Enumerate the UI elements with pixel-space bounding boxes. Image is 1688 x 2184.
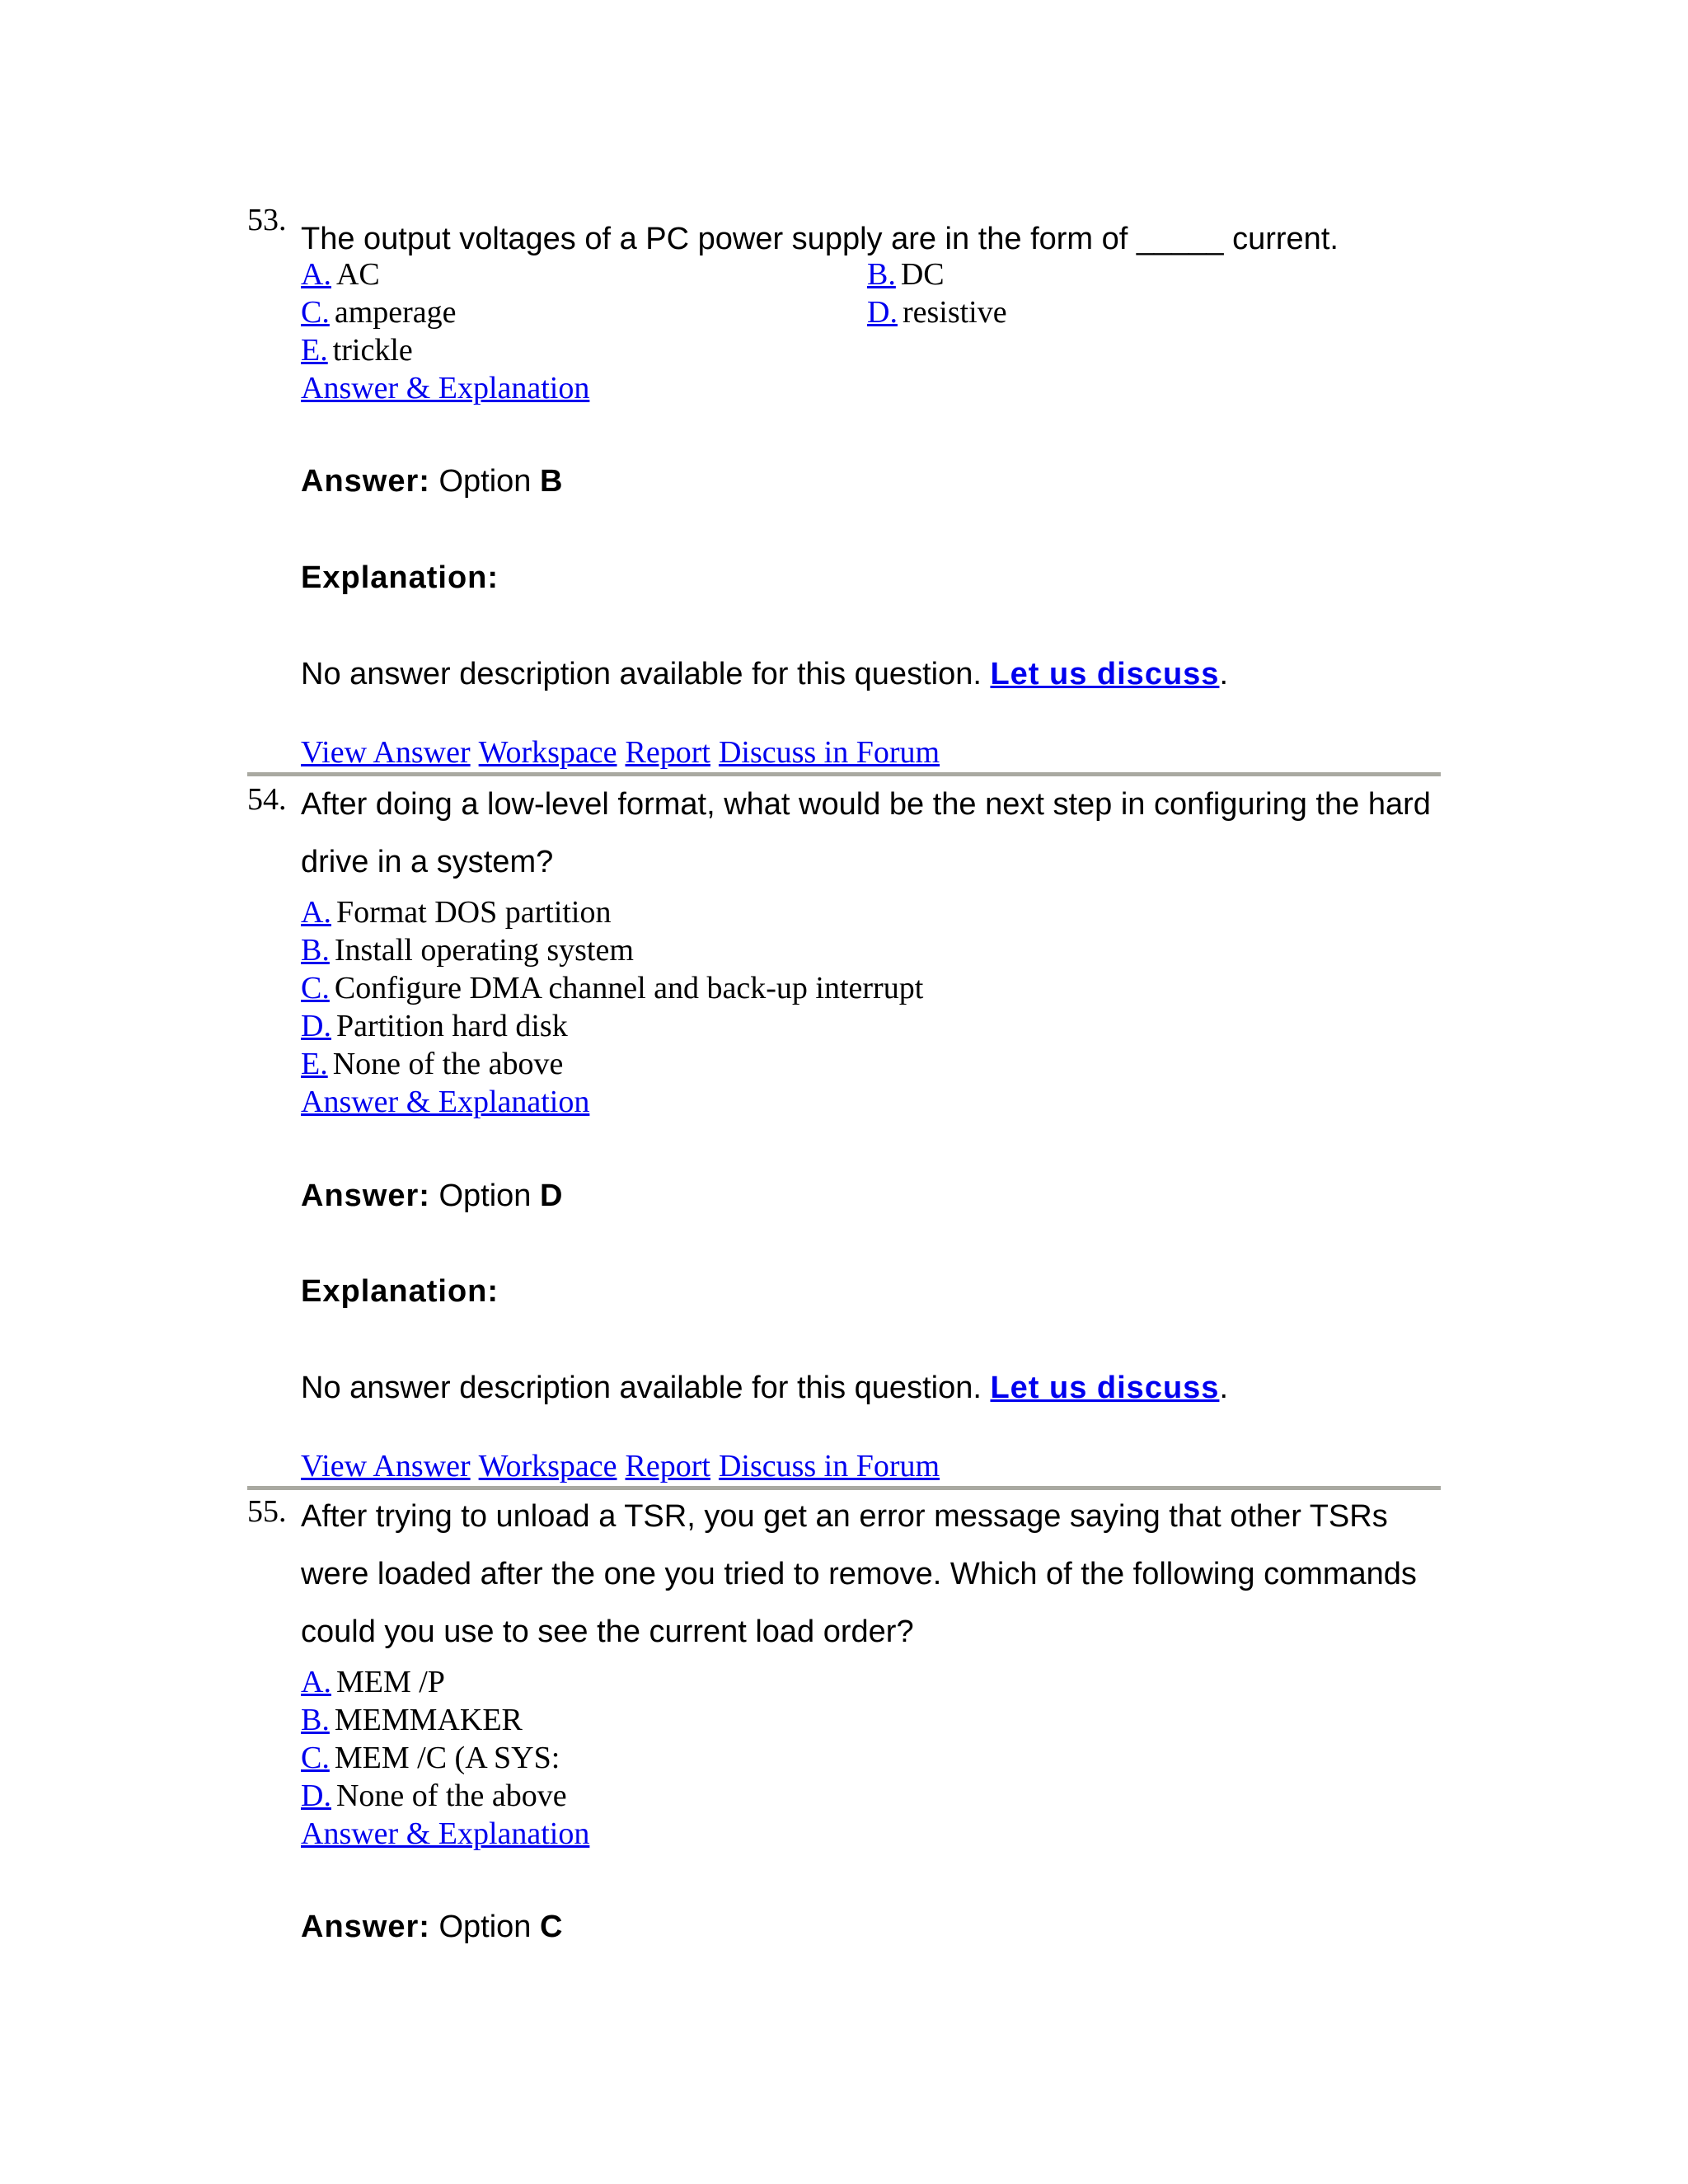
answer-option-word: Option <box>438 1179 532 1213</box>
explanation-label: Explanation: <box>301 1274 499 1309</box>
option-d[interactable] <box>301 1007 568 1045</box>
question-number: 55. <box>247 1494 287 1529</box>
question-53 <box>247 202 1441 779</box>
option-text: None of the above <box>332 1047 564 1081</box>
answer-line <box>301 1179 562 1214</box>
option-letter[interactable]: C. <box>301 1741 330 1775</box>
option-text: DC <box>900 257 945 292</box>
let-us-discuss-link[interactable]: Let us discuss <box>990 1371 1220 1405</box>
answer-label: Answer: <box>301 1179 430 1213</box>
answer-letter: B <box>540 464 563 499</box>
option-text: resistive <box>902 295 1007 330</box>
answer-label: Answer: <box>301 464 430 499</box>
option-text: None of the above <box>335 1779 567 1813</box>
option-c[interactable] <box>301 969 923 1007</box>
question-55 <box>247 1493 1441 1955</box>
option-b[interactable] <box>301 1701 523 1739</box>
option-letter[interactable]: C. <box>301 295 330 330</box>
view-answer-link[interactable]: View Answer <box>301 735 471 770</box>
option-letter[interactable]: C. <box>301 971 330 1005</box>
description-text: No answer description available for this question. <box>301 1371 982 1405</box>
answer-option-word: Option <box>438 1910 532 1944</box>
report-link[interactable]: Report <box>625 735 710 770</box>
question-number: 53. <box>247 203 287 237</box>
option-c[interactable] <box>301 1739 560 1777</box>
option-letter[interactable]: A. <box>301 1665 331 1699</box>
option-c[interactable] <box>301 293 457 331</box>
answer-description <box>301 1371 1228 1406</box>
option-letter[interactable]: D. <box>301 1779 331 1813</box>
period: . <box>1219 1371 1228 1405</box>
view-answer-link[interactable]: View Answer <box>301 1449 471 1483</box>
option-letter[interactable]: A. <box>301 895 331 930</box>
option-b[interactable] <box>301 931 634 969</box>
option-letter[interactable]: B. <box>301 1703 330 1737</box>
discuss-in-forum-link[interactable]: Discuss in Forum <box>718 735 940 770</box>
answer-option-word: Option <box>438 464 532 499</box>
option-letter[interactable]: A. <box>301 257 331 292</box>
option-letter[interactable]: D. <box>867 295 898 330</box>
option-text: MEM /C (A SYS: <box>334 1741 560 1775</box>
option-letter[interactable]: E. <box>301 1047 328 1081</box>
option-a[interactable] <box>301 893 612 931</box>
option-text: Configure DMA channel and back-up interrupt <box>334 971 924 1005</box>
answer-label: Answer: <box>301 1910 430 1944</box>
option-text: Install operating system <box>334 933 634 968</box>
description-text: No answer description available for this question. <box>301 657 982 691</box>
option-a[interactable] <box>301 255 380 293</box>
explanation-label: Explanation: <box>301 560 499 595</box>
option-letter[interactable]: B. <box>301 933 330 968</box>
answer-explanation-link[interactable]: Answer & Explanation <box>301 1085 590 1119</box>
answer-explanation-link[interactable]: Answer & Explanation <box>301 371 590 405</box>
question-number: 54. <box>247 782 287 817</box>
option-b[interactable] <box>867 255 945 293</box>
option-e[interactable] <box>301 1045 563 1083</box>
question-footer-links <box>301 733 948 771</box>
option-text: Partition hard disk <box>335 1009 568 1043</box>
option-text: AC <box>335 257 380 292</box>
option-d[interactable] <box>301 1777 567 1815</box>
question-54 <box>247 781 1441 1498</box>
period: . <box>1219 657 1228 691</box>
workspace-link[interactable]: Workspace <box>478 1449 617 1483</box>
question-text: The output voltages of a PC power supply are in the form of _____ current. <box>301 222 1339 256</box>
answer-description <box>301 657 1228 692</box>
answer-line <box>301 464 562 499</box>
question-text: After doing a low-level format, what would be the next step in configuring the hard drive in a system? <box>301 787 1431 879</box>
option-text: MEM /P <box>335 1665 445 1699</box>
option-letter[interactable]: E. <box>301 333 328 368</box>
report-link[interactable]: Report <box>625 1449 710 1483</box>
option-letter[interactable]: D. <box>301 1009 331 1043</box>
discuss-in-forum-link[interactable]: Discuss in Forum <box>718 1449 940 1483</box>
question-footer-links <box>301 1447 948 1485</box>
option-text: amperage <box>334 295 457 330</box>
answer-letter: C <box>540 1910 563 1944</box>
answer-line <box>301 1910 562 1945</box>
option-d[interactable] <box>867 293 1007 331</box>
option-letter[interactable]: B. <box>867 257 896 292</box>
option-text: MEMMAKER <box>334 1703 523 1737</box>
option-e[interactable] <box>301 331 413 369</box>
option-text: Format DOS partition <box>335 895 612 930</box>
option-a[interactable] <box>301 1663 445 1701</box>
answer-letter: D <box>540 1179 563 1213</box>
answer-explanation-link[interactable]: Answer & Explanation <box>301 1816 590 1851</box>
workspace-link[interactable]: Workspace <box>478 735 617 770</box>
option-text: trickle <box>332 333 413 368</box>
let-us-discuss-link[interactable]: Let us discuss <box>990 657 1220 691</box>
question-text: After trying to unload a TSR, you get an error message saying that other TSRs were loaded after the one you tried to remove. Which of the following commands could you use to see the current load order? <box>301 1499 1417 1649</box>
